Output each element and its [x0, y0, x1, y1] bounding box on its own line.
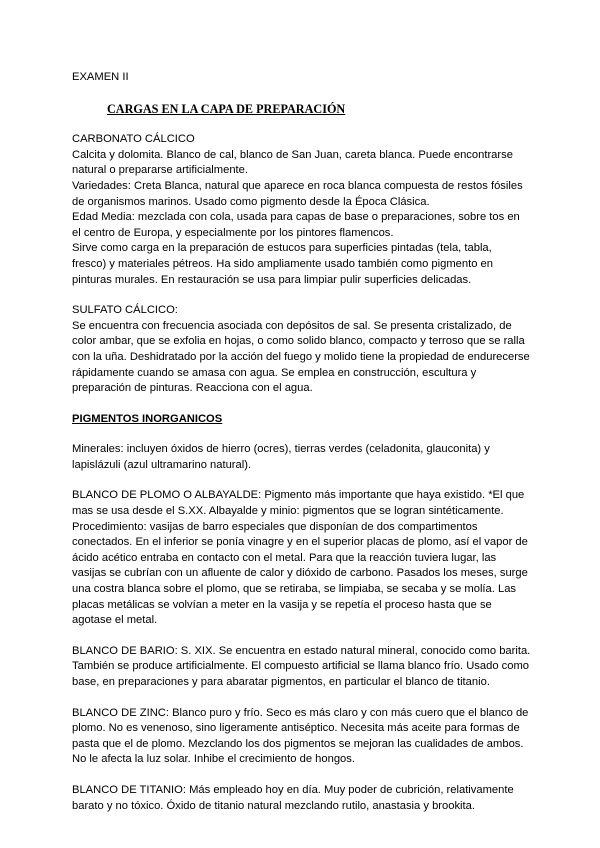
paragraph-line: barato y no tóxico. Óxido de titanio natural mezclando rutilo, anastasia y brookita. [72, 799, 475, 812]
paragraph-line: BLANCO DE PLOMO O ALBAYALDE: Pigmento más importante que haya existido. *El que [72, 489, 525, 502]
paragraph-line: con la uña. Deshidratado por la acción del fuego y molido tiene la propiedad de endurecerse [72, 350, 530, 363]
paragraph-line: color ambar, que se exfolia en hojas, o como solido blanco, compacto y terroso que se ralla [72, 335, 525, 348]
section-heading: SULFATO CÁLCICO: [72, 304, 178, 317]
section-carbonato-calcico [72, 132, 532, 288]
paragraph-line: placas metálicas se volvían a meter en la vasija y se repetía el proceso hasta que se [72, 598, 492, 611]
paragraph-line: mas se usa desde el S.XX. Albayalde y minio: pigmentos que se logran sintéticamente. [72, 505, 504, 518]
section-sulfato-calcico [72, 303, 532, 397]
paragraph-line: conectados. En el inferior se ponía vinagre y en el superior placas de plomo, así el vapor de [72, 536, 528, 549]
paragraph-line: lapislázuli (azul ultramarino natural). [72, 458, 252, 471]
paragraph-line: pinturas murales. En restauración se usa para limpiar pulir superficies delicadas. [72, 273, 472, 286]
pigmentos-inorganicos-heading: PIGMENTOS INORGANICOS [72, 412, 223, 425]
paragraph-line: Minerales: incluyen óxidos de hierro (ocres), tierras verdes (celadonita, glauconita) y [72, 443, 490, 456]
paragraph-line: Edad Media: mezclada con cola, usada para capas de base o preparaciones, sobre tos en [72, 211, 520, 224]
paragraph-line: pasta que el de plomo. Mezclando los dos pigmentos se mejoran las cualidades de ambos. [72, 737, 524, 750]
paragraph-line: Sirve como carga en la preparación de estucos para superficies pintadas (tela, tabla, [72, 242, 492, 255]
paragraph-line: BLANCO DE BARIO: S. XIX. Se encuentra en estado natural mineral, conocido como barita. [72, 644, 531, 657]
section-pigmentos-heading [72, 412, 532, 428]
document-title: CARGAS EN LA CAPA DE PREPARACIÓN [107, 101, 346, 116]
paragraph-line: de organismos marinos. Usado como pigmento desde la Época Clásica. [72, 195, 430, 208]
paragraph-line: una costra blanca sobre el plomo, que se retiraba, se limpiaba, se secaba y se molía. Las [72, 583, 517, 596]
section-blanco-de-plomo [72, 488, 532, 628]
paragraph-line: rápidamente cuando se amasa con agua. Se emplea en construcción, escultura y [72, 366, 477, 379]
paragraph-line: vasijas se cubrían con un afluente de calor y dióxido de carbono. Pasados los meses, surge [72, 567, 528, 580]
paragraph-line: agotase el metal. [72, 614, 158, 627]
paragraph-line: Variedades: Creta Blanca, natural que aparece en roca blanca compuesta de restos fósiles [72, 179, 523, 192]
section-blanco-de-titanio [72, 783, 532, 814]
paragraph-line: preparación de pinturas. Reacciona con el agua. [72, 382, 313, 395]
section-heading: CARBONATO CÁLCICO [72, 133, 195, 146]
paragraph-line: Calcita y dolomita. Blanco de cal, blanco de San Juan, careta blanca. Puede encontrarse [72, 148, 513, 161]
paragraph-line: BLANCO DE TITANIO: Más empleado hoy en día. Muy poder de cubrición, relativamente [72, 783, 514, 796]
paragraph-line: plomo. No es venenoso, sino ligeramente antiséptico. Necesita más aceite para formas de [72, 722, 520, 735]
paragraph-line: base, en preparaciones y para abaratar pigmentos, en particular el blanco de titanio. [72, 676, 490, 688]
paragraph-line: ácido acético entraba en contacto con el metal. Para que la reacción tuviera lugar, las [72, 551, 497, 564]
exam-label: EXAMEN II [72, 71, 129, 83]
document-page [72, 70, 532, 829]
paragraph-line: el centro de Europa, y especialmente por los pintores flamencos. [72, 226, 394, 239]
paragraph-line: También se produce artificialmente. El compuesto artificial se llama blanco frío. Usado como [72, 660, 530, 673]
paragraph-line: natural o prepararse artificialmente. [72, 164, 248, 177]
paragraph-line: No le afecta la luz solar. Inhibe el crecimiento de hongos. [72, 753, 355, 766]
section-blanco-de-bario [72, 644, 532, 691]
paragraph-line: Procedimiento: vasijas de barro especiales que disponían de dos compartimentos [72, 520, 478, 533]
paragraph-line: BLANCO DE ZINC: Blanco puro y frío. Seco es más claro y con más cuero que el blanco de [72, 706, 529, 719]
section-blanco-de-zinc [72, 706, 532, 768]
section-minerales [72, 442, 532, 473]
paragraph-line: fresco) y materiales pétreos. Ha sido ampliamente usado también como pigmento en [72, 257, 493, 270]
paragraph-line: Se encuentra con frecuencia asociada con depósitos de sal. Se presenta cristalizado, de [72, 319, 512, 332]
